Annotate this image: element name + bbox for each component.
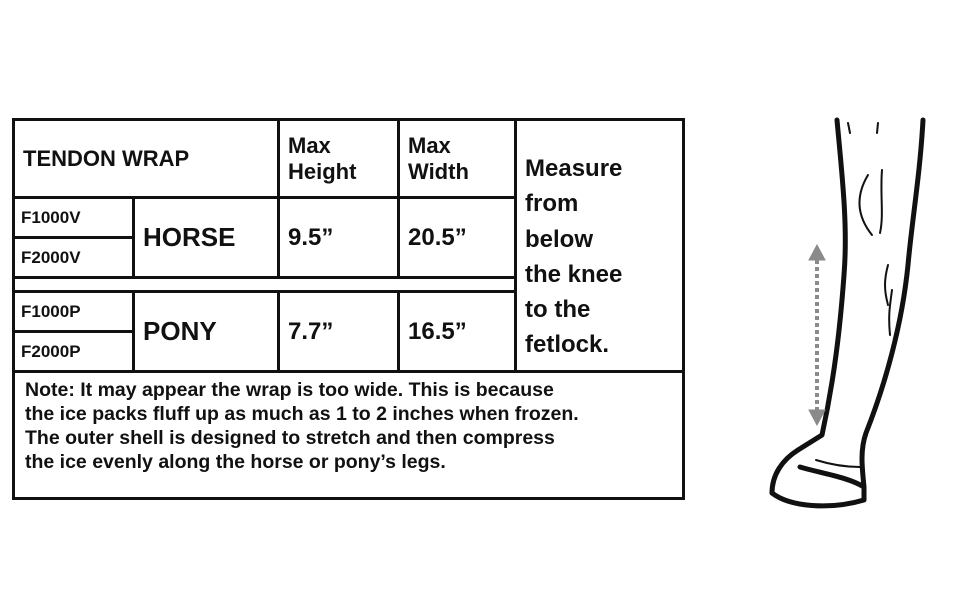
- max-width-value: 16.5”: [399, 292, 516, 372]
- leg-back-outline: [862, 120, 923, 487]
- tendon-line: [885, 265, 888, 305]
- model-code: F2000V: [14, 238, 134, 278]
- measure-line: below: [525, 225, 594, 253]
- tendon-line: [877, 123, 878, 133]
- header-max-width-line1: Max: [408, 133, 451, 159]
- sizing-table: [12, 118, 685, 500]
- measure-line: to the: [525, 296, 591, 324]
- header-max-width-line2: Width: [408, 158, 469, 184]
- measure-line: from: [525, 190, 579, 218]
- note-line: the ice packs fluff up as much as 1 to 2 inches when frozen.: [25, 402, 579, 425]
- measure-arrow: [809, 245, 825, 425]
- header-max-height: [279, 120, 399, 198]
- leg-front-outline: [772, 120, 845, 493]
- fetlock-line: [816, 460, 860, 467]
- measure-line: fetlock.: [525, 331, 610, 359]
- header-max-width: [399, 120, 516, 198]
- measure-instructions: [516, 120, 684, 372]
- note-line: The outer shell is designed to stretch and then compress: [25, 426, 555, 449]
- max-height-value: 9.5”: [279, 198, 399, 278]
- max-width-value: 20.5”: [399, 198, 516, 278]
- note-line: Note: It may appear the wrap is too wide. This is because: [25, 379, 554, 401]
- header-max-height-line1: Max: [288, 133, 331, 159]
- measure-line: the knee: [525, 260, 623, 288]
- max-height-value: 7.7”: [279, 292, 399, 372]
- header-max-height-line2: Height: [288, 158, 357, 184]
- row-divider: [14, 278, 516, 292]
- table-title: TENDON WRAP: [14, 120, 279, 198]
- size-label-pony: PONY: [134, 292, 279, 372]
- model-code: F2000P: [14, 332, 134, 372]
- model-code: F1000V: [14, 198, 134, 238]
- tendon-line: [880, 170, 882, 233]
- size-label-horse: HORSE: [134, 198, 279, 278]
- hoof-outline: [772, 467, 864, 506]
- tendon-line: [859, 175, 872, 235]
- measure-line: Measure: [525, 155, 623, 182]
- model-code: F1000P: [14, 292, 134, 332]
- note: [14, 372, 684, 499]
- horse-leg-icon: [760, 115, 940, 515]
- tendon-line: [889, 290, 892, 335]
- tendon-line: [848, 123, 850, 133]
- note-line: the ice evenly along the horse or pony’s legs.: [25, 450, 446, 473]
